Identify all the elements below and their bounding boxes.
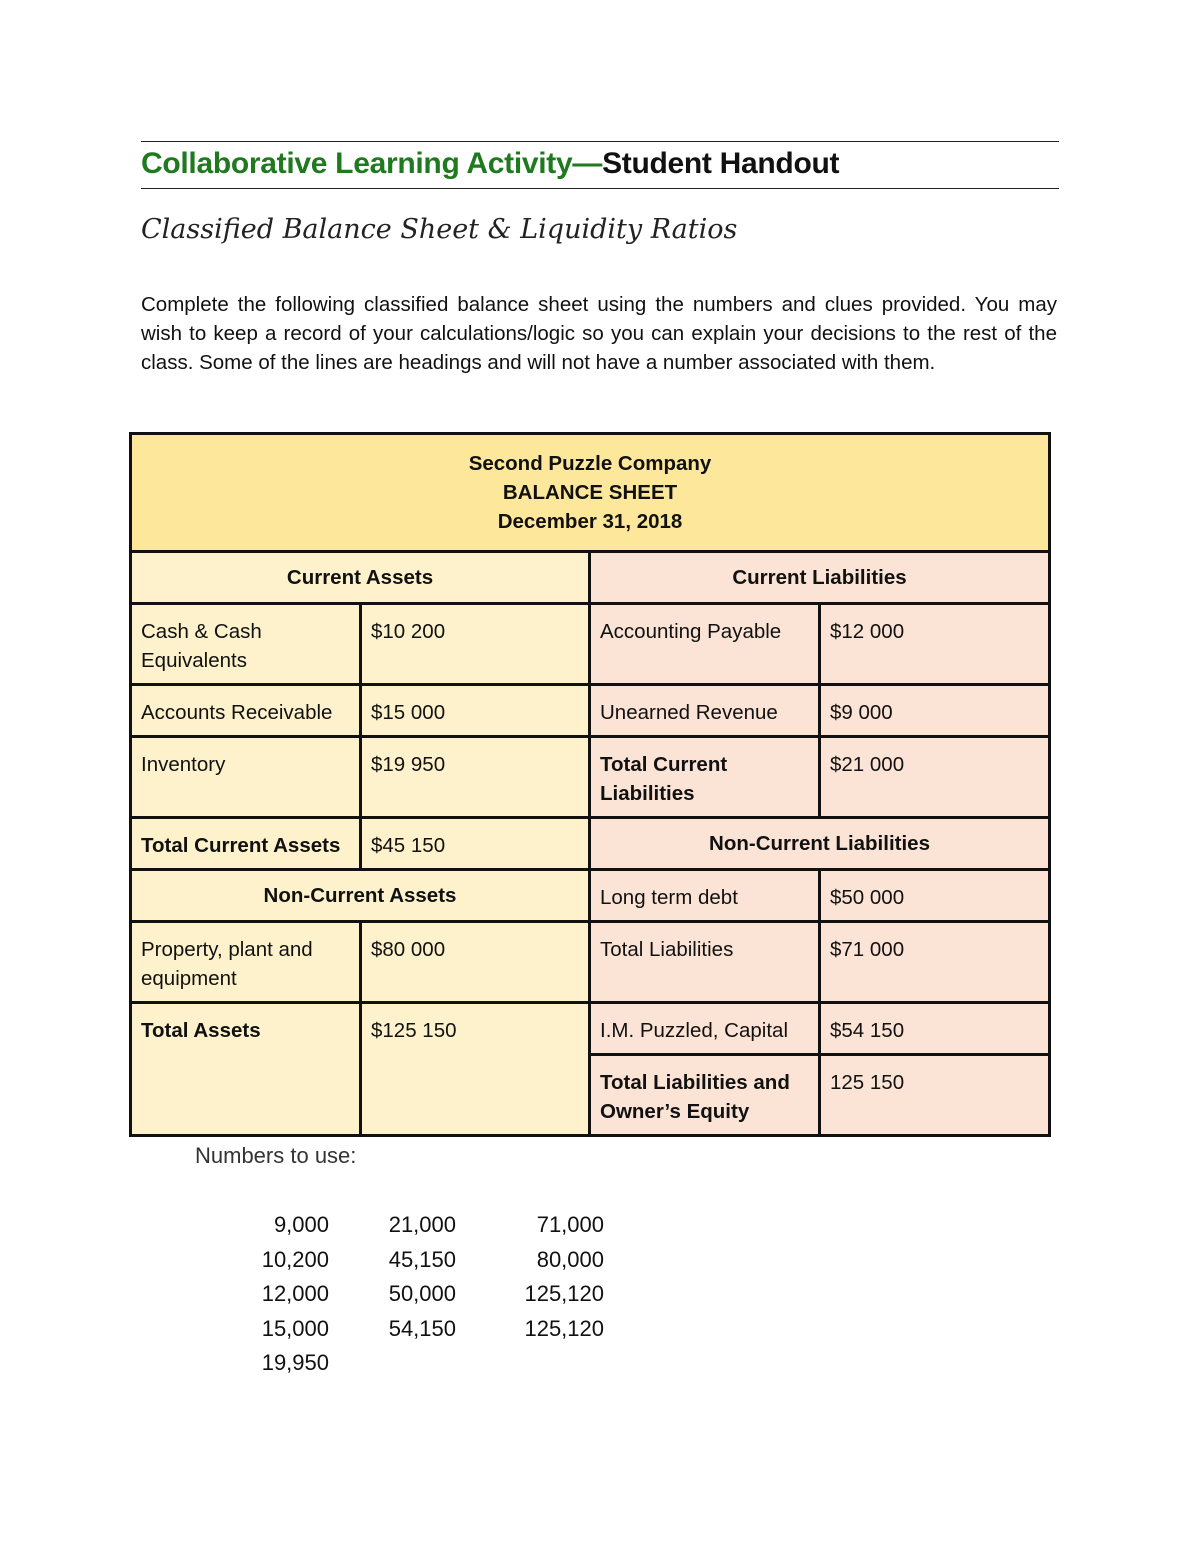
- numbers-column-2: [356, 1208, 456, 1346]
- table-header-row: [131, 434, 1050, 552]
- number-item: 80,000: [536, 1246, 604, 1272]
- total-current-assets-label: Total Current Assets: [131, 818, 361, 870]
- cash-value: $10 200: [361, 604, 590, 685]
- total-liabilities-equity-label: Total Liabilities and Owner’s Equity: [590, 1055, 820, 1136]
- accounts-payable-value: $12 000: [820, 604, 1050, 685]
- page-title: [141, 147, 839, 181]
- accounts-receivable-label: Accounts Receivable: [131, 685, 361, 737]
- current-liabilities-heading: Current Liabilities: [590, 552, 1050, 604]
- statement-name: BALANCE SHEET: [502, 481, 678, 504]
- non-current-assets-heading: Non-Current Assets: [131, 870, 590, 922]
- number-item: 10,200: [261, 1246, 329, 1272]
- table-row: [131, 818, 1050, 870]
- instructions-paragraph: Complete the following classified balance sheet using the numbers and clues provided. You may wish to keep a record of your calculations/logic so you can explain your decisions to the rest of the class. Some of the lines are headings and will not have a number associated with them.: [141, 293, 1057, 374]
- number-item: 15,000: [261, 1315, 329, 1341]
- number-item: 9,000: [273, 1212, 329, 1237]
- total-liabilities-equity-value: 125 150: [820, 1055, 1050, 1136]
- table-row: [131, 552, 1050, 604]
- number-item: 45,150: [388, 1246, 456, 1272]
- numbers-column-1: [230, 1208, 329, 1381]
- total-current-liabilities-value: $21 000: [820, 737, 1050, 818]
- table-row: [131, 604, 1050, 685]
- total-current-assets-value: $45 150: [361, 818, 590, 870]
- unearned-revenue-label: Unearned Revenue: [590, 685, 820, 737]
- cash-label: Cash & Cash Equivalents: [131, 604, 361, 685]
- unearned-revenue-value: $9 000: [820, 685, 1050, 737]
- non-current-liabilities-heading: Non-Current Liabilities: [590, 818, 1050, 870]
- total-liabilities-value: $71 000: [820, 922, 1050, 1003]
- inventory-label: Inventory: [131, 737, 361, 818]
- total-current-liabilities-label: Total Current Liabilities: [590, 737, 820, 818]
- number-item: 21,000: [388, 1212, 456, 1237]
- page-subtitle: Classified Balance Sheet & Liquidity Ratios: [141, 214, 738, 245]
- table-row: [131, 870, 1050, 922]
- number-item: 50,000: [388, 1281, 456, 1306]
- number-item: 54,150: [388, 1315, 456, 1341]
- table-row: [131, 737, 1050, 818]
- numbers-column-3: [490, 1208, 604, 1346]
- total-liabilities-label: Total Liabilities: [590, 922, 820, 1003]
- table-row: [131, 1003, 1050, 1055]
- capital-label: I.M. Puzzled, Capital: [590, 1003, 820, 1055]
- title-activity: Collaborative Learning Activity—: [141, 147, 603, 180]
- numbers-to-use-label: Numbers to use:: [195, 1143, 357, 1168]
- title-handout: Student Handout: [602, 147, 840, 180]
- table-row: [131, 922, 1050, 1003]
- company-name: Second Puzzle Company: [468, 452, 712, 475]
- accounts-payable-label: Accounting Payable: [590, 604, 820, 685]
- ppe-value: $80 000: [361, 922, 590, 1003]
- top-divider: [141, 141, 1059, 142]
- table-row: [131, 685, 1050, 737]
- balance-sheet-header: [131, 434, 1050, 552]
- accounts-receivable-value: $15 000: [361, 685, 590, 737]
- number-item: 125,120: [524, 1315, 604, 1341]
- total-assets-label: Total Assets: [131, 1003, 361, 1136]
- number-item: 125,120: [524, 1281, 604, 1306]
- current-assets-heading: Current Assets: [131, 552, 590, 604]
- inventory-value: $19 950: [361, 737, 590, 818]
- number-item: 12,000: [261, 1281, 329, 1306]
- bottom-divider: [141, 188, 1059, 189]
- statement-date: December 31, 2018: [497, 510, 683, 533]
- number-item: 19,950: [261, 1350, 329, 1375]
- balance-sheet-table: [129, 432, 1051, 1137]
- long-term-debt-label: Long term debt: [590, 870, 820, 922]
- long-term-debt-value: $50 000: [820, 870, 1050, 922]
- number-item: 71,000: [536, 1212, 604, 1237]
- capital-value: $54 150: [820, 1003, 1050, 1055]
- total-assets-value: $125 150: [361, 1003, 590, 1136]
- ppe-label: Property, plant and equipment: [131, 922, 361, 1003]
